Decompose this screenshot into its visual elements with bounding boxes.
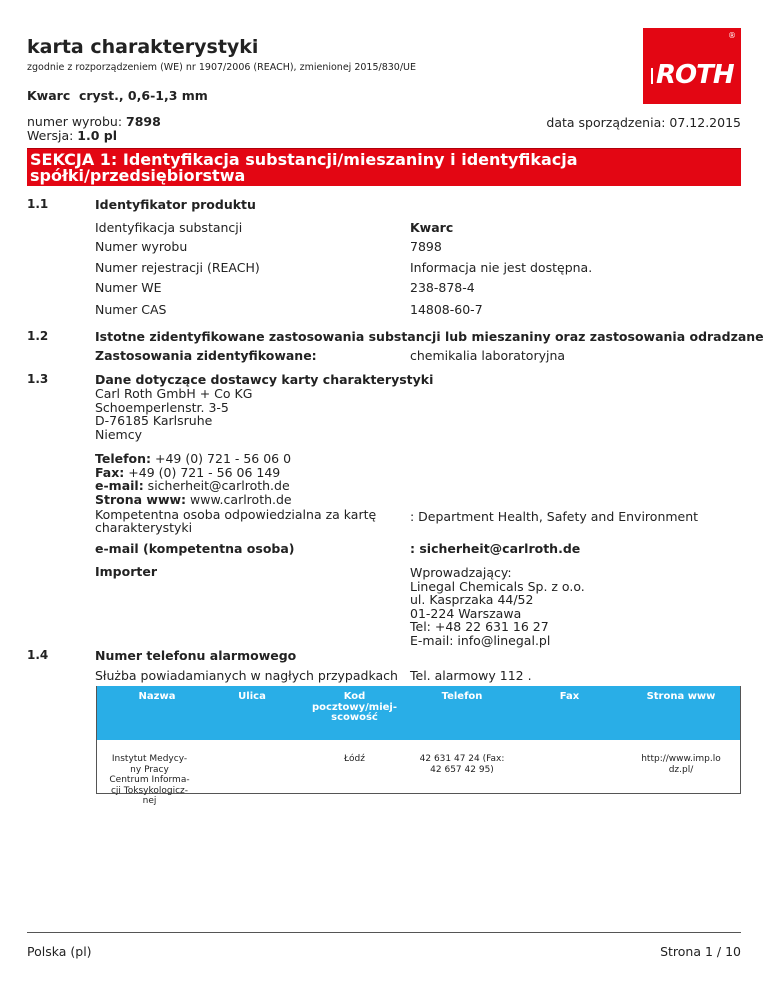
subsection-title: Istotne zidentyfikowane zastosowania substancji lub mieszaniny oraz zastosowania odradzane [95,329,764,344]
document-subtitle: zgodnie z rozporządzeniem (WE) nr 1907/2006 (REACH), zmienionej 2015/830/UE [27,62,416,73]
row-label: Numer wyrobu [95,239,188,254]
address-line: Schoemperlenstr. 3-5 [95,399,229,415]
footer-page-number: Strona 1 / 10 [660,944,741,959]
subsection-number: 1.2 [27,329,49,343]
address-line: Niemcy [95,426,142,442]
footer-divider [27,932,741,933]
subsection-title: Dane dotyczące dostawcy karty charakterystyki [95,372,434,387]
logo-text: ROTH [656,60,734,90]
www-value: www.carlroth.de [186,491,292,507]
cell-line: Instytut Medycy- [111,754,188,764]
issue-date [546,115,741,130]
cell-telefon [407,754,517,775]
header-kod-line: Kod [343,691,366,702]
supplier-address [95,387,252,441]
cell-kod: Łódź [343,754,365,764]
competent-email-label: e-mail (kompetentna osoba) [95,541,295,556]
version-value: 1.0 pl [77,128,118,143]
emergency-label: Służba powiadamianych w nagłych przypadkach [95,668,398,683]
email-label: e-mail: [95,478,144,493]
row-value: Informacja nie jest dostępna. [410,260,593,275]
section-1-title-line-1: SEKCJA 1: Identyfikacja substancji/mieszaniny i identyfikacja [30,150,578,169]
subsection-number: 1.4 [27,648,49,662]
importer-block [410,566,585,647]
product-number: 7898 [126,114,161,129]
fax-label: Fax: [95,464,125,480]
table-header [97,686,740,740]
competent-person-label [95,509,376,534]
cell-line: 42 631 47 24 (Fax: [419,754,505,764]
version-label: Wersja: [27,128,78,143]
importer-line: Linegal Chemicals Sp. z o.o. [410,578,585,594]
competent-email-value: : sicherheit@carlroth.de [410,541,581,556]
row-value: 7898 [410,239,442,254]
cell-line: http://www.imp.lo [641,754,721,764]
www-label: Strona www: [95,491,187,507]
date-label: data sporządzenia: [546,115,670,130]
cell-line: 42 657 42 95) [430,764,494,775]
importer-line: 01-224 Warszawa [410,605,522,621]
competent-person-value: : Department Health, Safety and Environment [410,509,699,524]
cell-line: dz.pl/ [668,764,694,775]
emergency-table [96,686,741,806]
importer-line: Tel: +48 22 631 16 27 [410,619,549,634]
fax-value: +49 (0) 721 - 56 06 149 [124,464,281,480]
header-fax: Fax [559,691,580,702]
section-1-title-line-2: spółki/przedsiębiorstwa [30,166,246,185]
importer-line: ul. Kasprzaka 44/52 [410,592,534,607]
header-www: Strona www [646,691,716,702]
cell-nazwa [97,754,202,807]
header-ulica: Ulica [238,691,266,702]
header-kod-line: scowość [331,712,378,723]
cell-line: nej [142,796,157,806]
subsection-number: 1.3 [27,372,49,386]
row-label: Numer WE [95,280,162,295]
identified-uses-value: chemikalia laboratoryjna [410,348,566,363]
date-value: 07.12.2015 [669,115,741,130]
document-title: karta charakterystyki [27,36,259,58]
subsection-title: Identyfikator produktu [95,197,256,212]
importer-line: Wprowadzający: [410,565,512,580]
product-meta [27,115,161,143]
address-line: D-76185 Karlsruhe [95,413,213,428]
header-kod-line: pocztowy/miej- [311,701,398,713]
phone-value: +49 (0) 721 - 56 06 0 [151,451,292,466]
row-value: Kwarc [410,220,454,235]
row-value: 238-878-4 [410,280,475,295]
cell-line: Centrum Informa- [109,775,190,785]
identified-uses-label: Zastosowania zidentyfikowane: [95,348,317,363]
header-telefon: Telefon [441,691,483,702]
supplier-contact [95,452,292,506]
phone-label: Telefon: [95,451,152,466]
emergency-value: Tel. alarmowy 112 . [410,668,532,683]
product-name: Kwarc cryst., 0,6-1,3 mm [27,88,208,103]
row-label: Numer CAS [95,302,167,317]
cell-www[interactable] [622,754,740,775]
footer-language: Polska (pl) [27,944,92,959]
competent-person-label-line: charakterystyki [95,519,193,535]
section-1-header [27,148,741,186]
header-kod [302,692,407,724]
registered-mark: ® [728,31,736,40]
row-value: 14808-60-7 [410,302,483,317]
cell-line: ny Pracy [130,764,169,775]
importer-line: E-mail: info@linegal.pl [410,632,551,648]
row-label: Identyfikacja substancji [95,220,243,235]
subsection-number: 1.1 [27,197,49,211]
section-1-title [30,152,578,184]
product-number-label: numer wyrobu: [27,114,126,129]
address-line: Carl Roth GmbH + Co KG [95,386,253,401]
header-nazwa: Nazwa [138,691,176,702]
roth-logo [643,28,741,104]
email-value: sicherheit@carlroth.de [143,478,290,493]
subsection-title: Numer telefonu alarmowego [95,648,297,663]
competent-person-label-line: Kompetentna osoba odpowiedzialna za kartę [95,507,377,522]
row-label: Numer rejestracji (REACH) [95,260,260,275]
importer-label: Importer [95,564,157,579]
cell-line: cji Toksykologicz- [110,785,189,796]
